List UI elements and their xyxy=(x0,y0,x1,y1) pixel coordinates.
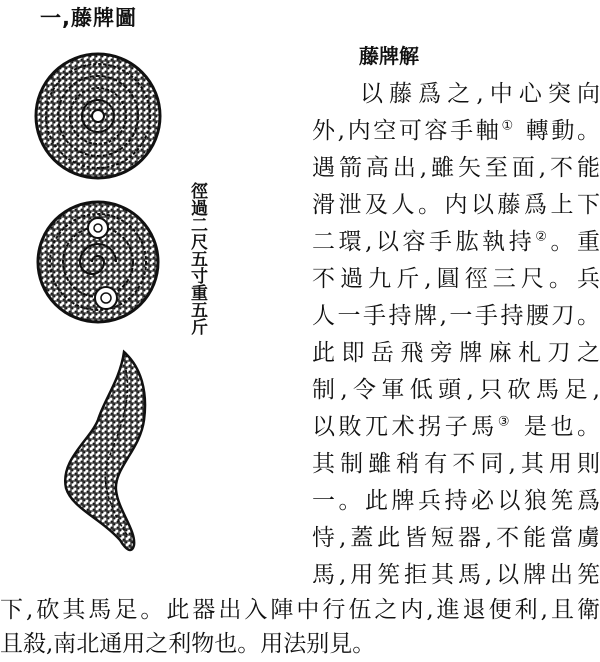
text-line: 不過九斤,圓徑三尺。兵 xyxy=(312,266,600,292)
text-line: 外,内空可容手軸① 轉動。 xyxy=(312,118,600,144)
explanation-title: 藤牌解 xyxy=(359,44,419,68)
text-line: 以敗兀术拐子馬③ 是也。 xyxy=(312,414,600,440)
text-line: 制,令軍低頭,只砍馬足, xyxy=(312,377,600,403)
text-line: 下,砍其馬足。此器出入陣中行伍之内,進退便利,且衛 xyxy=(0,597,600,623)
text-line: 且殺,南北通用之利物也。用法别見。 xyxy=(0,631,376,657)
footnote-marker: ③ xyxy=(497,414,514,430)
text-line: 以藤爲之,中心突向 xyxy=(360,81,600,107)
footnote-marker: ② xyxy=(535,229,551,245)
shield-side-profile-icon xyxy=(65,352,145,550)
text-line: 滑泄及人。内以藤爲上下 xyxy=(312,192,600,218)
text-line: 恃,蓋此皆短器,不能當虜 xyxy=(312,525,600,551)
shield-dimension-caption: 徑過二尺五寸重五斤 xyxy=(187,182,207,335)
shield-back-view-icon xyxy=(38,202,158,322)
text-line: 一。此牌兵持必以狼筅爲 xyxy=(312,488,600,514)
text-line: 二環,以容手肱執持②。重 xyxy=(312,229,600,255)
section-heading: 一,藤牌圖 xyxy=(40,6,137,30)
text-line: 馬,用筅拒其馬,以牌出筅 xyxy=(312,562,600,588)
text-line: 此即岳飛旁牌麻札刀之 xyxy=(312,340,600,366)
rattan-shield-illustrations xyxy=(20,40,180,560)
footnote-marker: ① xyxy=(501,118,516,134)
explanation-text-block xyxy=(312,76,600,594)
text-line: 遇箭高出,雖矢至面,不能 xyxy=(312,155,600,181)
explanation-text-continuation xyxy=(0,593,600,661)
text-line: 人一手持牌,一手持腰刀。 xyxy=(312,303,600,329)
shield-front-view-icon xyxy=(36,54,160,178)
text-line: 其制雖稍有不同,其用則 xyxy=(312,451,600,477)
